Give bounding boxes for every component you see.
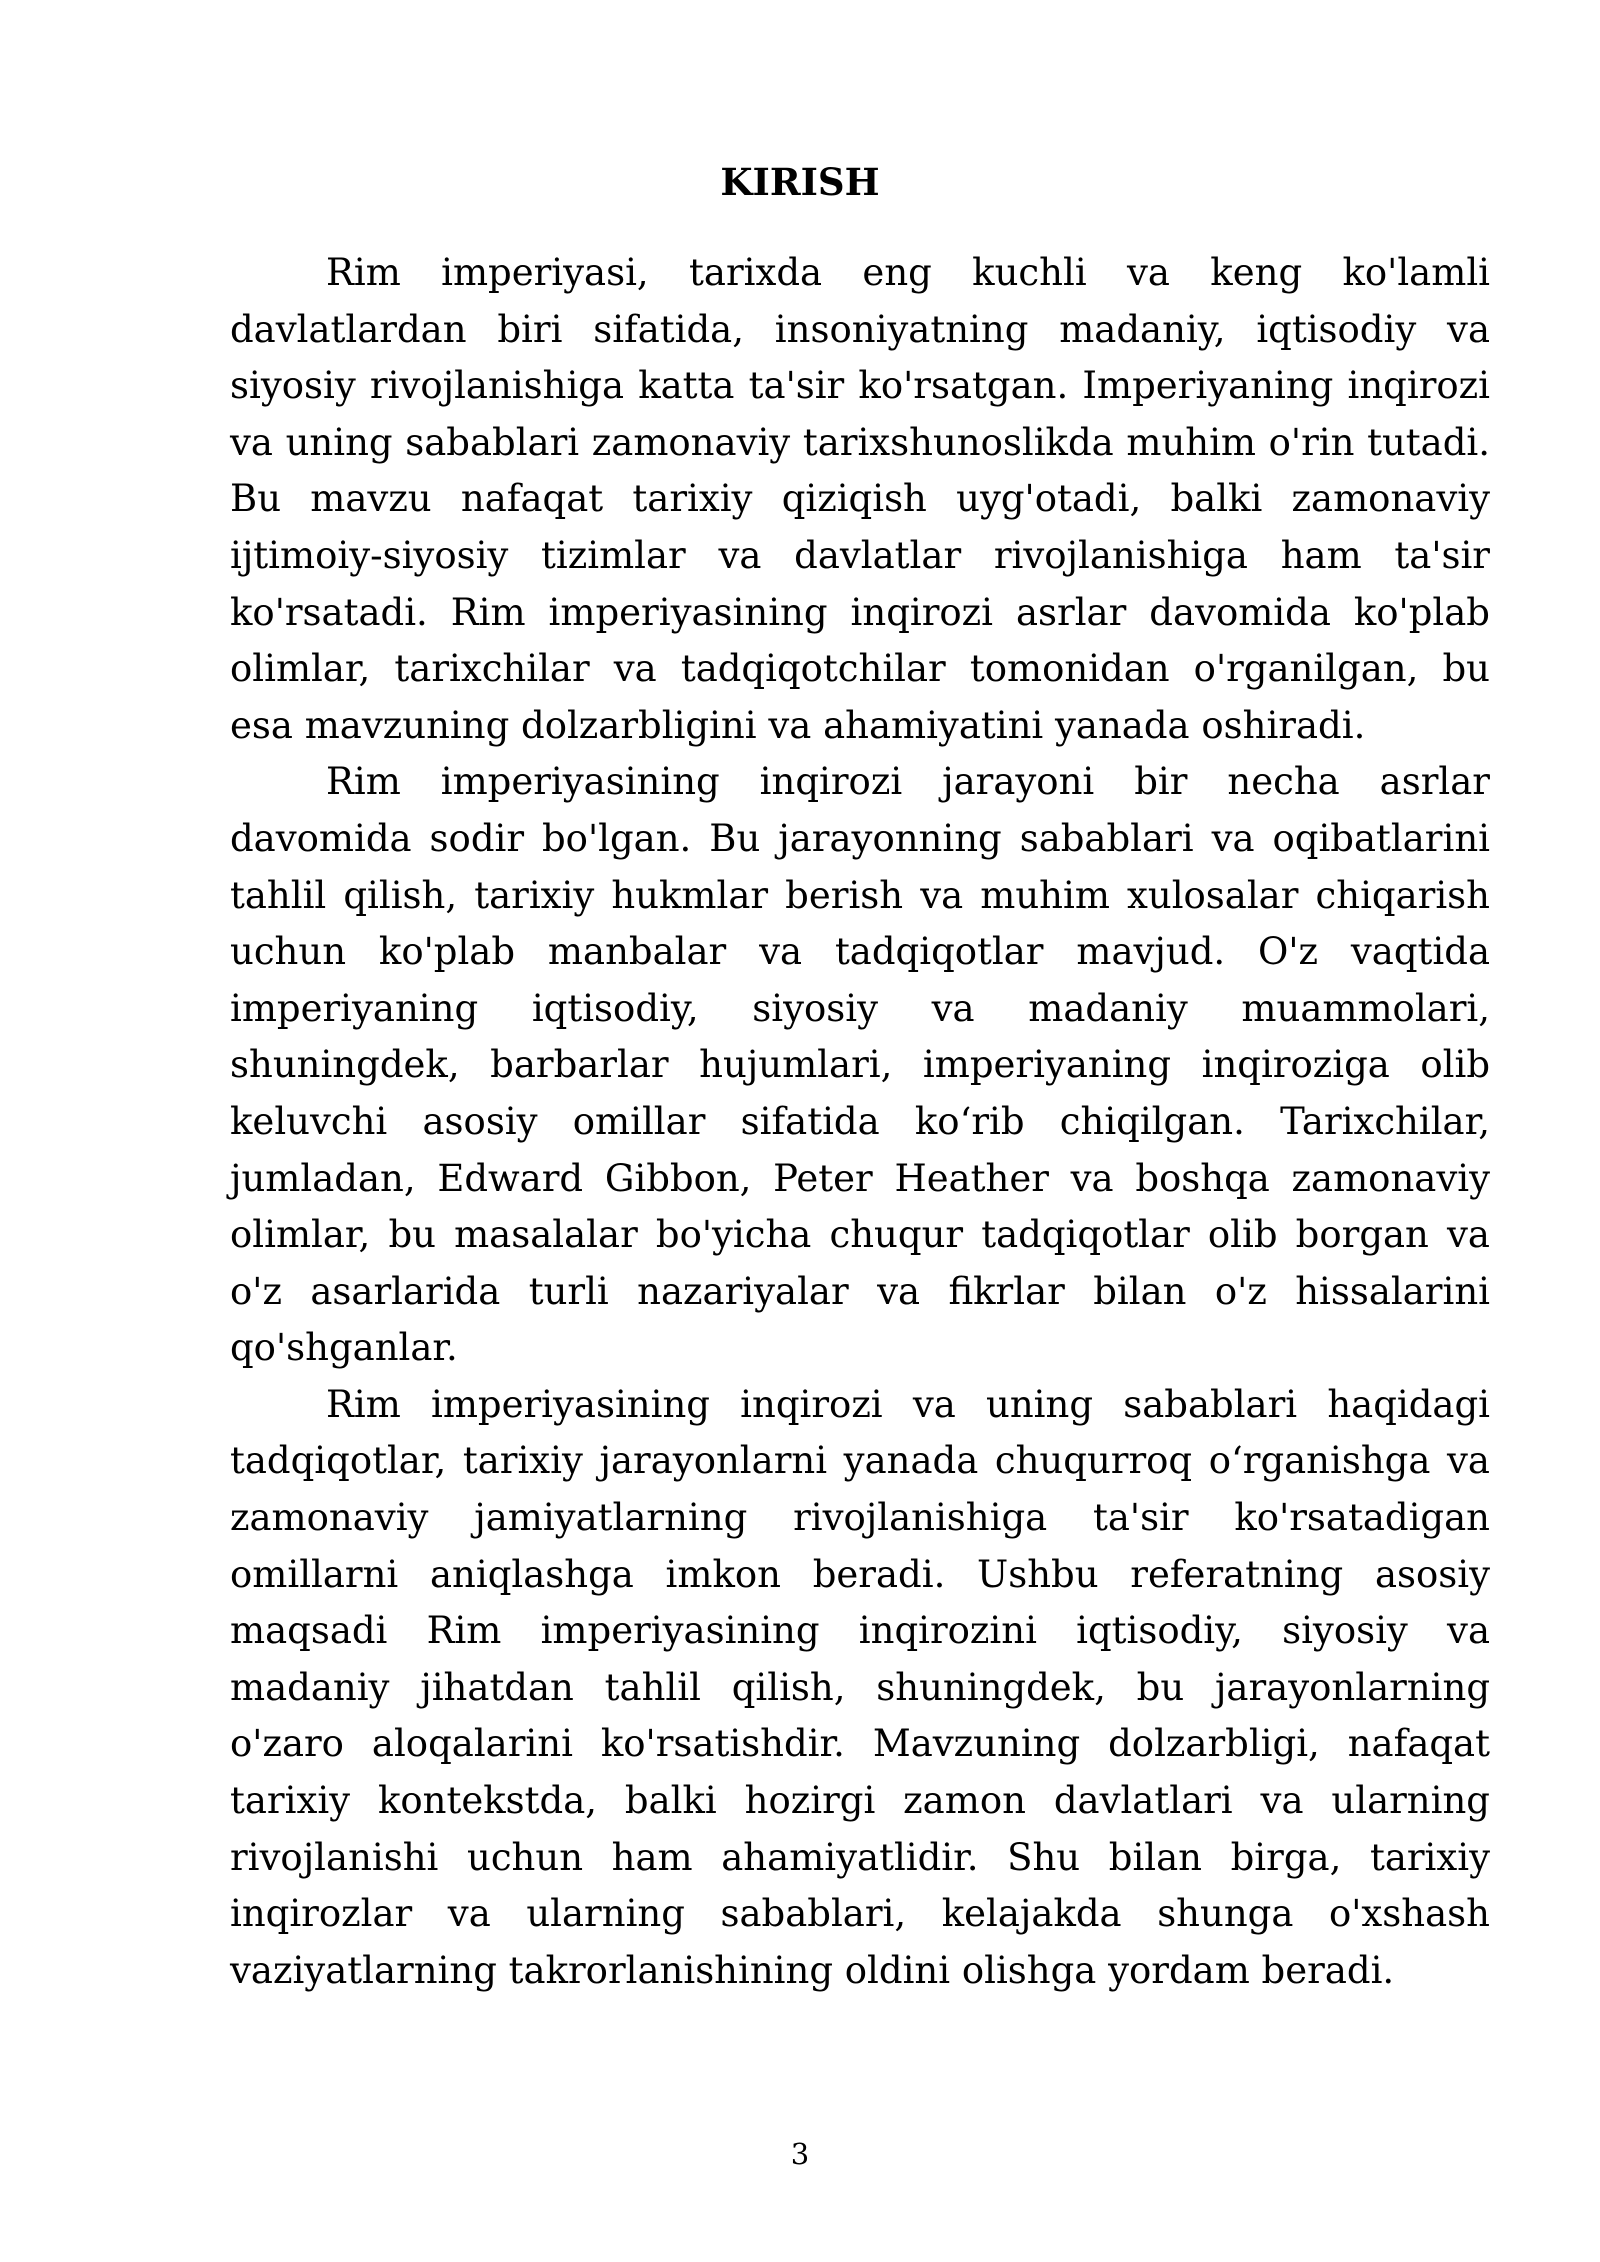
page-title: KIRISH bbox=[720, 160, 880, 204]
paragraph-2: Rim imperiyasining inqirozi jarayoni bir necha asrlar davomida sodir bo'lgan. Bu jarayonning sabablari va oqibatlarini tahlil qilish, tarixiy hukmlar berish va muhim xulosalar chiqarish uchun ko'plab manbalar va tadqiqotlar mavjud. O'z vaqtida imperiyaning iqtisodiy, siyosiy va madaniy muammolari, shuningdek, barbarlar hujumlari, imperiyaning inqiroziga olib keluvchi asosiy omillar sifatida ko‘rib chiqilgan. Tarixchilar, jumladan, Edward Gibbon, Peter Heather va boshqa zamonaviy olimlar, bu masalalar bo'yicha chuqur tadqiqotlar olib borgan va o'z asarlarida turli nazariyalar va fikrlar bilan o'z hissalarini qo'shganlar. bbox=[230, 760, 1490, 1370]
page-number: 3 bbox=[790, 2137, 810, 2171]
paragraph-3: Rim imperiyasining inqirozi va uning sabablari haqidagi tadqiqotlar, tarixiy jarayonlarni yanada chuqurroq o‘rganishga va zamonaviy jamiyatlarning rivojlanishiga ta'sir ko'rsatadigan omillarni aniqlashga imkon beradi. Ushbu referatning asosiy maqsadi Rim imperiyasining inqirozini iqtisodiy, siyosiy va madaniy jihatdan tahlil qilish, shuningdek, bu jarayonlarning o'zaro aloqalarini ko'rsatishdir. Mavzuning dolzarbligi, nafaqat tarixiy kontekstda, balki hozirgi zamon davlatlari va ularning rivojlanishi uchun ham ahamiyatlidir. Shu bilan birga, tarixiy inqirozlar va ularning sabablari, kelajakda shunga o'xshash vaziyatlarning takrorlanishining oldini olishga yordam beradi. bbox=[230, 1382, 1490, 1992]
body-text bbox=[230, 245, 1490, 1999]
paragraph-1: Rim imperiyasi, tarixda eng kuchli va keng ko'lamli davlatlardan biri sifatida, insoniyatning madaniy, iqtisodiy va siyosiy rivojlanishiga katta ta'sir ko'rsatgan. Imperiyaning inqirozi va uning sabablari zamonaviy tarixshunoslikda muhim o'rin tutadi. Bu mavzu nafaqat tarixiy qiziqish uyg'otadi, balki zamonaviy ijtimoiy-siyosiy tizimlar va davlatlar rivojlanishiga ham ta'sir ko'rsatadi. Rim imperiyasining inqirozi asrlar davomida ko'plab olimlar, tarixchilar va tadqiqotchilar tomonidan o'rganilgan, bu esa mavzuning dolzarbligini va ahamiyatini yanada oshiradi. bbox=[230, 251, 1490, 747]
